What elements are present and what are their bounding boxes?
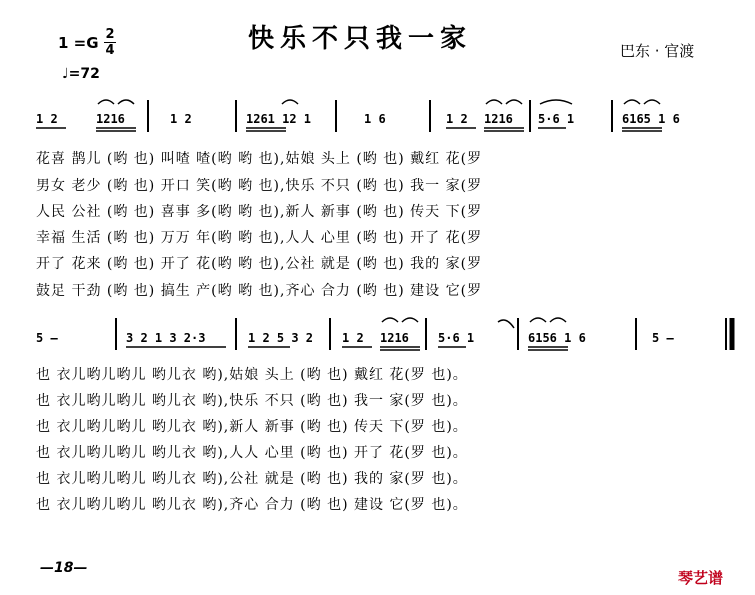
song-title: 快乐不只我一家	[248, 24, 473, 54]
s2-lyric-3: 也 衣儿哟儿哟儿 哟儿衣 哟),新人 新事 (哟 也) 传天 下(罗 也)。	[36, 419, 468, 435]
s2-lyric-5: 也 衣儿哟儿哟儿 哟儿衣 哟),公社 就是 (哟 也) 我的 家(罗 也)。	[36, 471, 468, 487]
s1-m1: 1 2	[36, 112, 58, 126]
song-source: 巴东 · 官渡	[620, 42, 695, 60]
s1-lyric-6: 鼓足 干劲 (哟 也) 搞生 产(哟 哟 也),齐心 合力 (哟 也) 建设 它(罗	[36, 283, 483, 299]
s1-lyric-5: 开了 花来 (哟 也) 开了 花(哟 哟 也),公社 就是 (哟 也) 我的 家(罗	[36, 256, 483, 272]
s1-m5: 1 6	[364, 112, 386, 126]
s2-lyric-4: 也 衣儿哟儿哟儿 哟儿衣 哟),人人 心里 (哟 也) 开了 花(罗 也)。	[36, 445, 468, 461]
s2-lyric-6: 也 衣儿哟儿哟儿 哟儿衣 哟),齐心 合力 (哟 也) 建设 它(罗 也)。	[36, 497, 468, 513]
s2-m2: 3 2 1 3 2·3	[126, 331, 206, 345]
s2-m6: 5·6 1	[438, 331, 475, 345]
site-logo: 琴艺谱	[678, 569, 724, 587]
s1-m9: 6165 1 6	[622, 112, 680, 126]
s1-m4: 1261 12 1	[246, 112, 312, 126]
s2-m5: 1216	[380, 331, 409, 345]
s1-lyric-4: 幸福 生活 (哟 也) 万万 年(哟 哟 也),人人 心里 (哟 也) 开了 花(罗	[36, 230, 483, 246]
key-signature: 1 =G	[58, 34, 99, 52]
s1-lyric-3: 人民 公社 (哟 也) 喜事 多(哟 哟 也),新人 新事 (哟 也) 传天 下(罗	[36, 204, 483, 220]
s2-m4: 1 2	[342, 331, 364, 345]
s1-m6: 1 2	[446, 112, 468, 126]
time-signature-bottom: 4	[105, 43, 115, 58]
page-number: —18—	[40, 560, 88, 576]
s2-m1: 5 —	[36, 331, 58, 345]
s2-lyric-1: 也 衣儿哟儿哟儿 哟儿衣 哟),姑娘 头上 (哟 也) 戴红 花(罗 也)。	[36, 367, 468, 383]
s2-m3: 1 2 5 3 2	[248, 331, 314, 345]
tempo-marking: ♩=72	[62, 66, 100, 82]
s2-m7: 6156 1 6	[528, 331, 586, 345]
s1-m3: 1 2	[170, 112, 192, 126]
s1-m8: 5·6 1	[538, 112, 575, 126]
s1-lyric-1: 花喜 鹊儿 (哟 也) 叫喳 喳(哟 哟 也),姑娘 头上 (哟 也) 戴红 花(罗	[36, 151, 483, 167]
s1-m7: 1216	[484, 112, 513, 126]
time-signature-top: 2	[105, 27, 115, 42]
s1-lyric-2: 男女 老少 (哟 也) 开口 笑(哟 哟 也),快乐 不只 (哟 也) 我一 家(罗	[36, 178, 483, 194]
s2-m8: 5 —	[652, 331, 674, 345]
s1-m2: 1216	[96, 112, 125, 126]
s2-lyric-2: 也 衣儿哟儿哟儿 哟儿衣 哟),快乐 不只 (哟 也) 我一 家(罗 也)。	[36, 393, 468, 409]
